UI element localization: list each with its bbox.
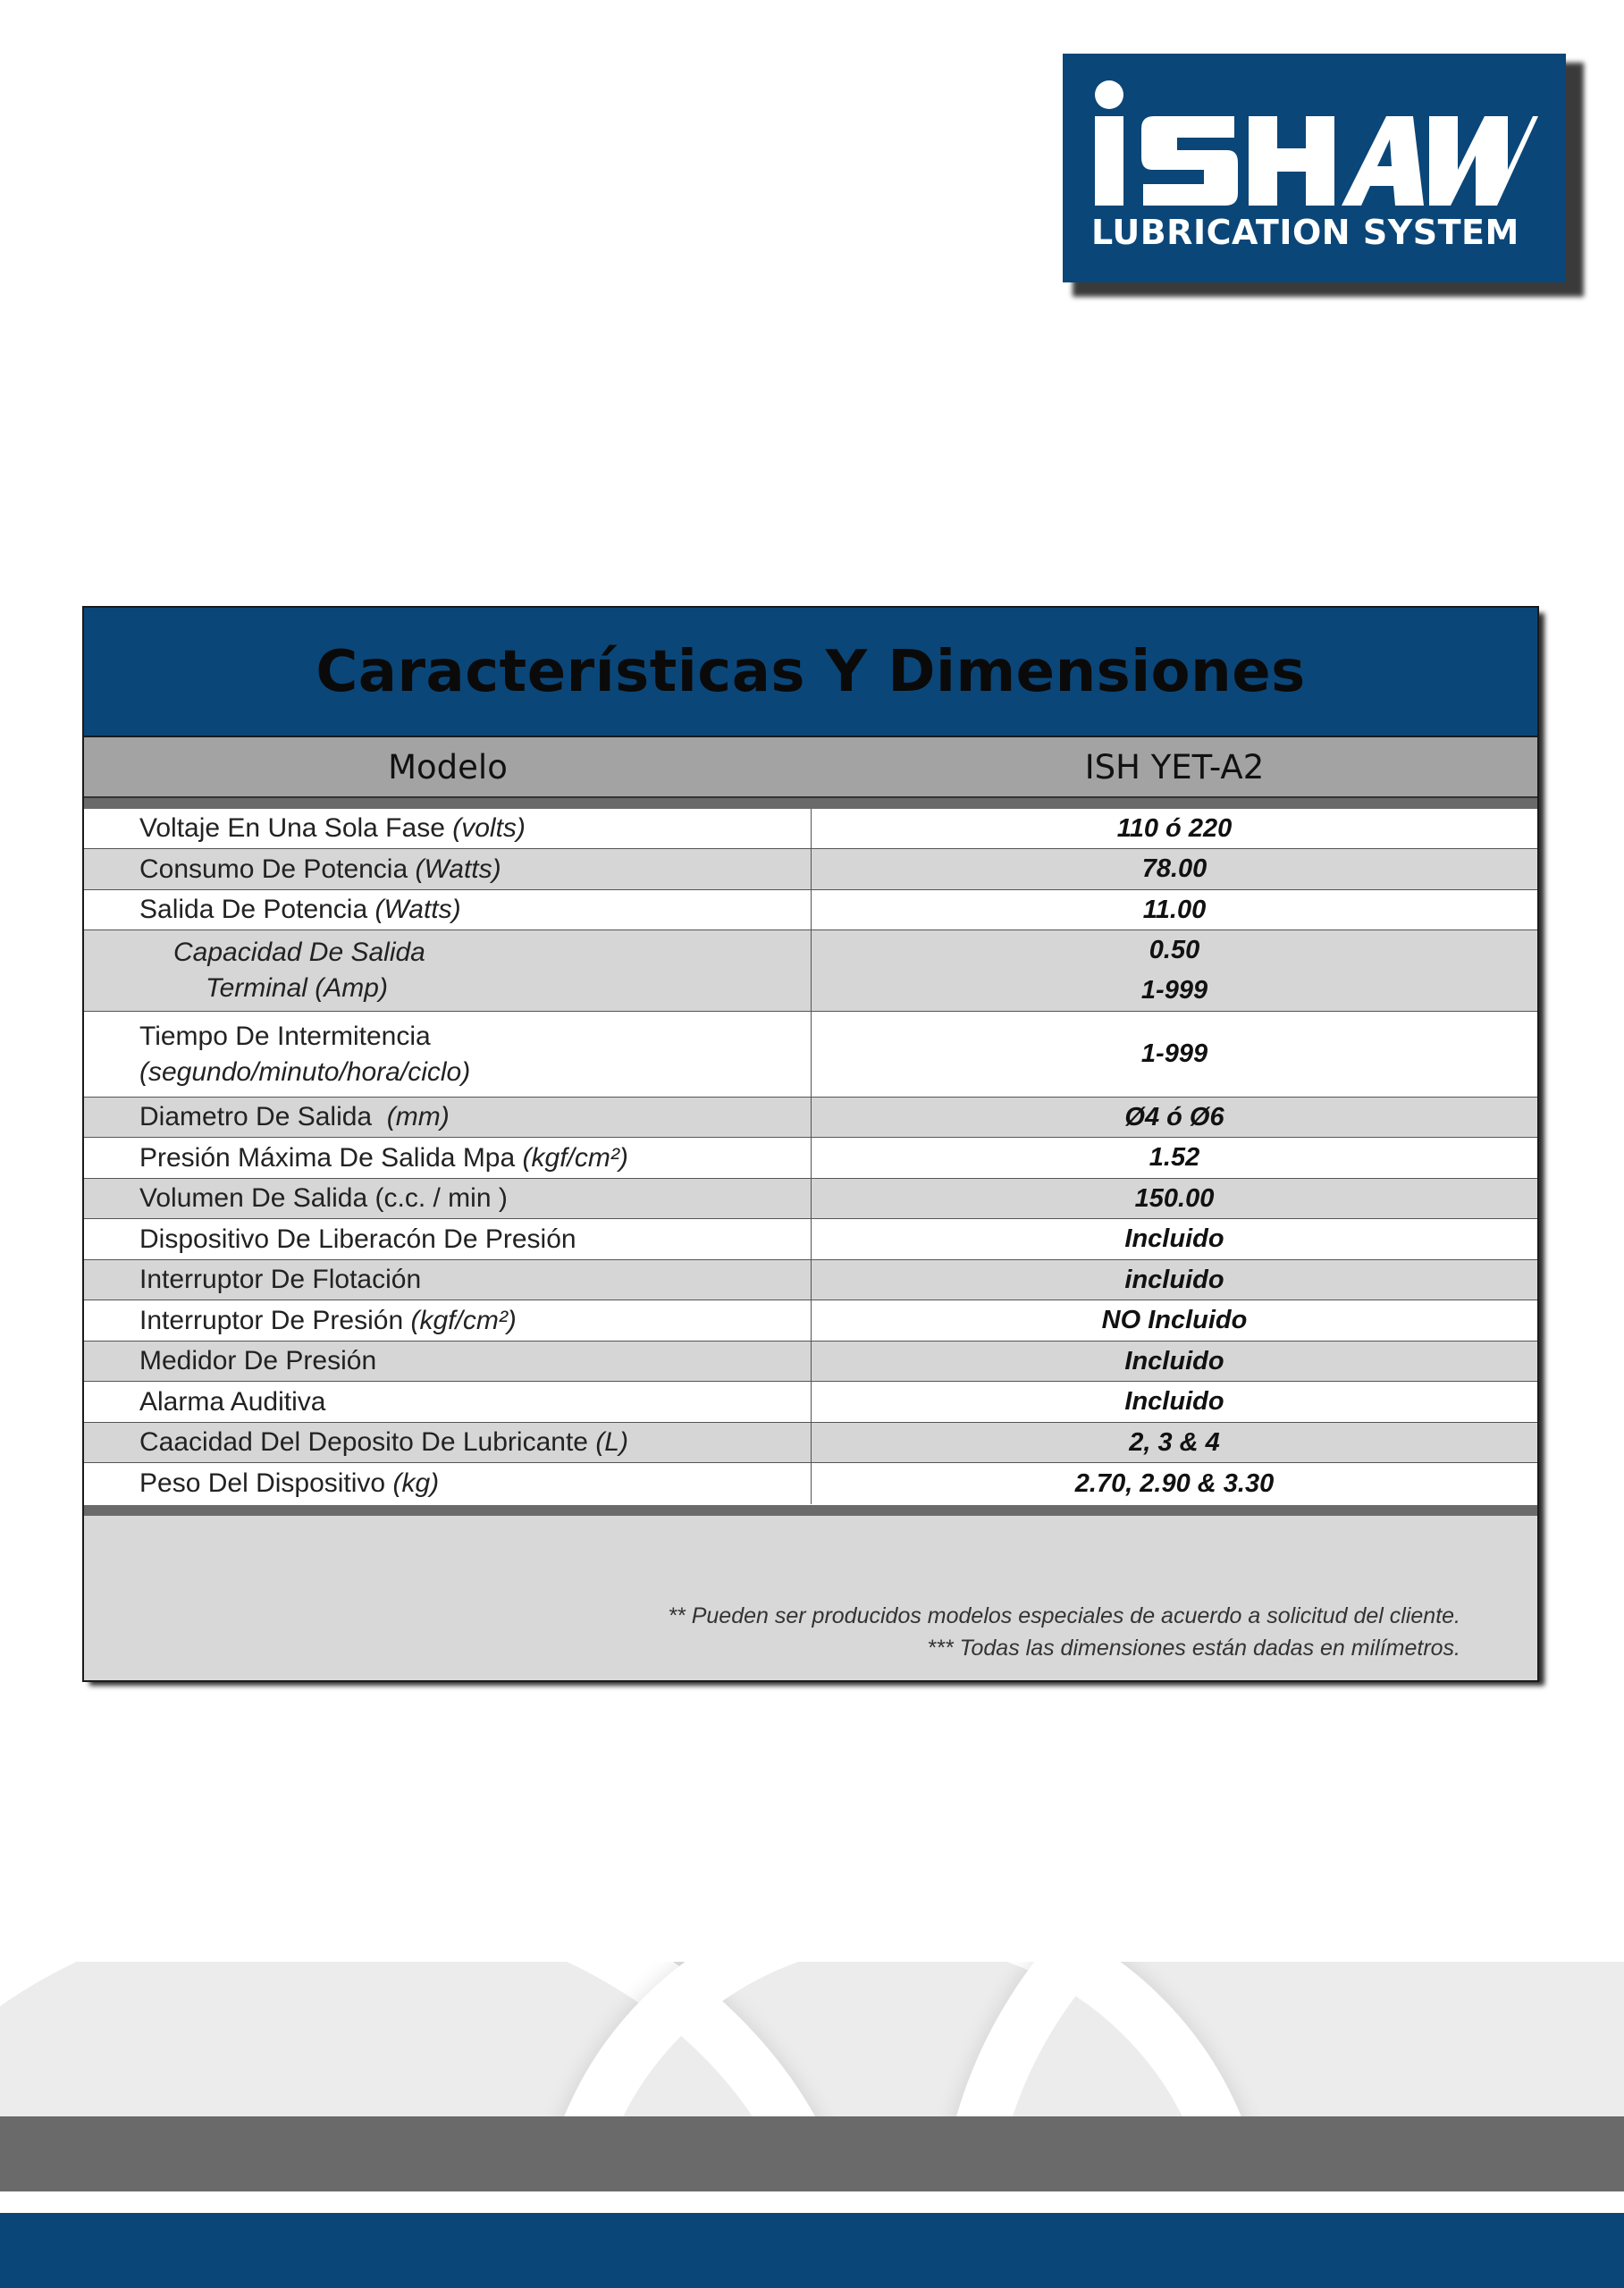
table-row <box>84 890 1537 930</box>
table-row <box>84 1382 1537 1423</box>
row-label: Voltaje En Una Sola Fase (volts) <box>84 809 812 848</box>
row-value: Incluido <box>1124 1346 1224 1375</box>
row-label: Diametro De Salida (mm) <box>84 1098 812 1137</box>
logo-subtitle: LUBRICATION SYSTEM <box>1091 213 1519 252</box>
row-value: 2, 3 & 4 <box>1129 1427 1220 1457</box>
table-row <box>84 1463 1537 1504</box>
row-value: 2.70, 2.90 & 3.30 <box>1074 1468 1275 1498</box>
table-row <box>84 930 1537 1012</box>
table-row <box>84 809 1537 849</box>
row-value: incluido <box>1124 1265 1224 1294</box>
table-row <box>84 1179 1537 1219</box>
table-header <box>84 737 1537 798</box>
notes-panel <box>84 1516 1537 1680</box>
table-row <box>84 1138 1537 1179</box>
row-value: Ø4 ó Ø6 <box>1124 1102 1224 1131</box>
row-value: 1-999 <box>1140 1039 1208 1068</box>
row-label: Consumo De Potencia (Watts) <box>84 849 812 889</box>
row-value: NO Incluido <box>1101 1306 1248 1334</box>
table-row <box>84 1012 1537 1098</box>
row-label: Peso Del Dispositivo (kg) <box>84 1463 812 1504</box>
page-title: Características Y Dimensiones <box>316 638 1306 705</box>
row-label: Volumen De Salida (c.c. / min ) <box>84 1179 812 1218</box>
table-row <box>84 849 1537 890</box>
row-label: Tiempo De Intermitencia (segundo/minuto/hora/ciclo) <box>84 1012 812 1097</box>
row-value: Incluido <box>1124 1224 1224 1253</box>
row-label: Capacidad De Salida Terminal (Amp) <box>84 930 812 1011</box>
row-label: Dispositivo De Liberacón De Presión <box>84 1219 812 1259</box>
row-label: Caacidad Del Deposito De Lubricante (L) <box>84 1423 812 1462</box>
footer-divider <box>84 1505 1537 1516</box>
note-dimensions: *** Todas las dimensiones están dadas en milímetros. <box>927 1636 1460 1661</box>
table-row <box>84 1300 1537 1342</box>
row-label: Alarma Auditiva <box>84 1382 812 1422</box>
table-row <box>84 1342 1537 1382</box>
row-value: 1.52 <box>1149 1143 1200 1172</box>
footer-decoration <box>0 1962 1624 2118</box>
spec-rows <box>84 809 1537 1504</box>
row-label: Salida De Potencia (Watts) <box>84 890 812 930</box>
footer-blue-band <box>0 2213 1624 2288</box>
table-row <box>84 1098 1537 1138</box>
note-special-models: ** Pueden ser producidos modelos especiales de acuerdo a solicitud del cliente. <box>668 1603 1460 1628</box>
table-row <box>84 1260 1537 1300</box>
row-label: Interruptor De Flotación <box>84 1260 812 1300</box>
header-divider <box>84 798 1537 809</box>
footer-gap <box>0 2191 1624 2213</box>
table-row <box>84 1219 1537 1260</box>
row-value: 11.00 <box>1142 895 1207 924</box>
row-value: 110 ó 220 <box>1116 813 1233 843</box>
row-value: Incluido <box>1124 1387 1224 1416</box>
title-bar <box>84 608 1537 737</box>
row-value: 150.00 <box>1134 1183 1215 1213</box>
spec-table <box>82 606 1539 1682</box>
header-model-value: ISH YET-A2 <box>1084 747 1265 786</box>
footer-gray-band <box>0 2116 1624 2191</box>
row-label: Interruptor De Presión (kgf/cm²) <box>84 1300 812 1341</box>
header-model-label: Modelo <box>388 747 508 786</box>
row-label: Presión Máxima De Salida Mpa (kgf/cm²) <box>84 1138 812 1178</box>
row-value: 0.50 1-999 <box>1140 936 1208 1005</box>
brand-logo <box>1063 54 1566 282</box>
table-row <box>84 1423 1537 1463</box>
row-label: Medidor De Presión <box>84 1342 812 1381</box>
ishaw-wordmark-logo <box>1091 80 1538 210</box>
decorative-ring <box>938 1962 1624 2118</box>
row-value: 78.00 <box>1141 854 1207 883</box>
